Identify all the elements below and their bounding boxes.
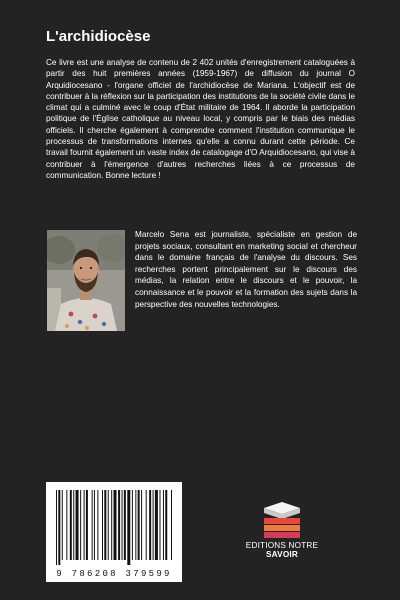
- barcode-bars-icon: [54, 490, 174, 565]
- isbn-barcode: [46, 482, 182, 582]
- barcode-bar: [104, 490, 106, 560]
- barcode-bar: [97, 490, 98, 560]
- barcode-bar: [146, 490, 147, 560]
- barcode-bar: [111, 490, 112, 560]
- barcode-bar: [124, 490, 126, 560]
- barcode-bar: [84, 490, 85, 560]
- barcode-bar: [118, 490, 120, 560]
- barcode-bar: [102, 490, 103, 560]
- barcode-bar: [56, 490, 57, 565]
- barcode-bar: [94, 490, 95, 560]
- publisher-logo-icon: [260, 500, 304, 540]
- barcode-bar: [127, 490, 130, 565]
- barcode-bar: [163, 490, 164, 560]
- barcode-bar: [153, 490, 154, 560]
- barcode-bar: [80, 490, 81, 560]
- author-bio: Marcelo Sena est journaliste, spécialiste en gestion de projets sociaux, consultant en marketing social et chercheur dans le domaine français de l'analyse du discours. Ses recherches portent principalement sur le discours des médias, la relation entre le discours et le pouvoir, la connaissance et le pouvoir et la formation des sujets dans la perspective des nouvelles technologies.: [135, 230, 357, 309]
- barcode-bar: [86, 490, 88, 560]
- barcode-bar: [108, 490, 109, 560]
- barcode-bar: [114, 490, 117, 560]
- barcode-bar: [138, 490, 140, 560]
- barcode-bar: [160, 490, 161, 560]
- barcode-bar: [62, 490, 63, 560]
- author-portrait-icon: [47, 230, 125, 331]
- barcode-bar: [70, 490, 72, 560]
- barcode-bar: [141, 490, 142, 560]
- barcode-bar: [165, 490, 167, 560]
- barcode-bar: [135, 490, 136, 560]
- barcode-bar: [92, 490, 93, 560]
- barcode-bar: [132, 490, 133, 560]
- barcode-bar: [122, 490, 123, 560]
- author-photo: [47, 230, 125, 331]
- publisher-name: [232, 541, 332, 559]
- book-description: Ce livre est une analyse de contenu de 2 402 unités d'enregistrement cataloguées à partir des huit premières années (1959-1967) de diffusion du journal O Arquidiocesano - l'organe officiel de l'archidiocèse de Mariana. L'objectif est de contribuer à la réflexion sur la participation des institutions de la société civile dans le climat qui a culminé avec le coup d'État militaire de 1964. Il aborde la participation politique de l'Église catholique au niveau local, y compris par le biais des médias officiels. Il cherche également à comprendre comment l'institution communique le processus de transformations internes qu'elle a connu durant cette période. Ce travail fournit également un vaste index de catalogage d'O Arquidiocesano, qui vise à contribuer à l'émergence d'autres recherches liées à ce processus de communication. Bonne lecture !: [46, 58, 355, 180]
- publisher-name-bold: SAVOIR: [266, 550, 298, 559]
- barcode-bar: [155, 490, 158, 560]
- book-title: L'archidiocèse: [46, 28, 151, 45]
- barcode-bar: [73, 490, 74, 560]
- barcode-bar: [66, 490, 67, 560]
- barcode-bar: [171, 490, 172, 560]
- barcode-bar: [149, 490, 151, 560]
- publisher-name-regular: EDITIONS NOTRE: [245, 541, 319, 550]
- barcode-bar: [76, 490, 79, 560]
- barcode-bar: [58, 490, 60, 565]
- isbn-number: 9 786208 379599: [56, 569, 172, 579]
